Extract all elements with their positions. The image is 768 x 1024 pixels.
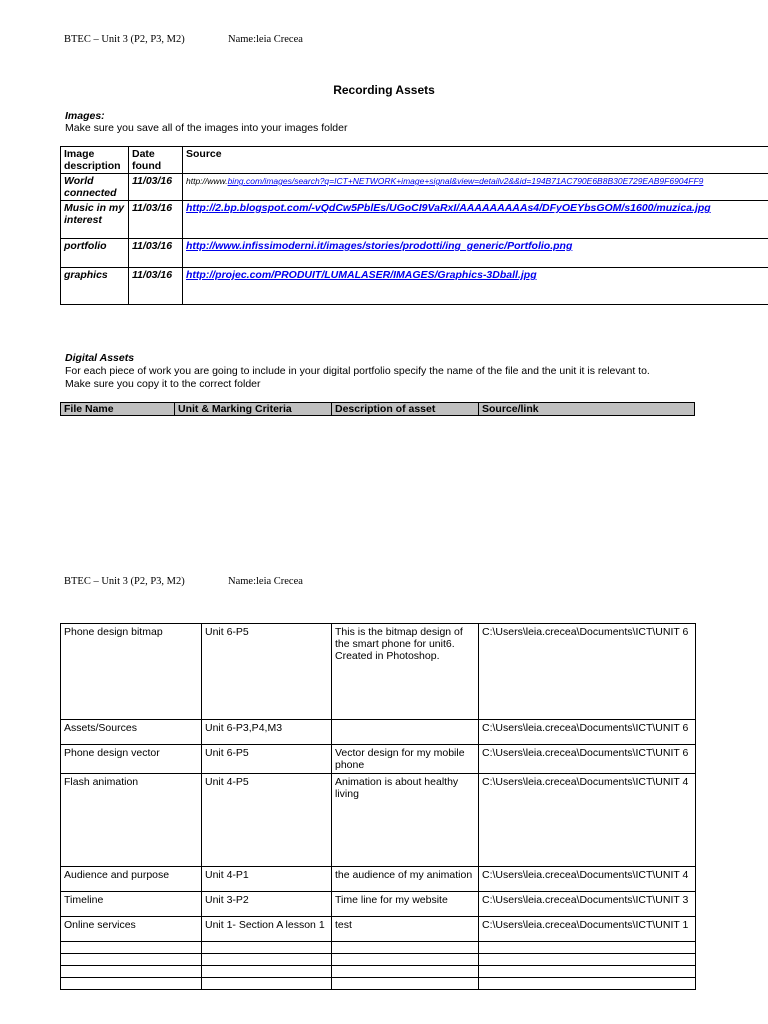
source-link[interactable]: http://2.bp.blogspot.com/-vQdCw5PblEs/UGoCI9VaRxI/AAAAAAAAAs4/DFyOEYbsGOM/s1600/muzica.jpg [186, 202, 711, 214]
image-description: World connected [61, 174, 129, 201]
file-name: Timeline [61, 892, 202, 917]
table-row [61, 892, 696, 917]
source-cell [183, 201, 768, 239]
table-row [61, 720, 696, 745]
asset-description [332, 720, 479, 745]
table-row [61, 239, 768, 268]
page2-header [64, 576, 464, 587]
table-row [61, 774, 696, 867]
source-cell [183, 268, 768, 305]
digital-instruction-1: For each piece of work you are going to include in your digital portfolio specify the name of the file and the unit it is relevant to. [65, 365, 650, 377]
table-row [61, 917, 696, 942]
course-label: BTEC – Unit 3 (P2, P3, M2) [64, 576, 185, 587]
table-row [61, 624, 696, 720]
image-description: portfolio [61, 239, 129, 268]
image-description: graphics [61, 268, 129, 305]
file-name: Online services [61, 917, 202, 942]
table-row [61, 174, 768, 201]
source-path: C:\Users\leia.crecea\Documents\ICT\UNIT 4 [479, 774, 696, 867]
images-table [60, 146, 768, 305]
date-found: 11/03/16 [129, 174, 183, 201]
file-name: Phone design vector [61, 745, 202, 774]
col-description: Description of asset [332, 403, 479, 416]
asset-description: Vector design for my mobile phone [332, 745, 479, 774]
table-row [61, 268, 768, 305]
col-date-found: Date found [129, 147, 183, 174]
images-heading: Images: [65, 110, 105, 122]
date-found: 11/03/16 [129, 268, 183, 305]
course-label: BTEC – Unit 3 (P2, P3, M2) [64, 34, 185, 45]
source-path: C:\Users\leia.crecea\Documents\ICT\UNIT 6 [479, 745, 696, 774]
assets-header-table [60, 402, 695, 416]
unit-criteria: Unit 1- Section A lesson 1 [202, 917, 332, 942]
image-description: Music in my interest [61, 201, 129, 239]
source-path: C:\Users\leia.crecea\Documents\ICT\UNIT 3 [479, 892, 696, 917]
source-path: C:\Users\leia.crecea\Documents\ICT\UNIT 6 [479, 624, 696, 720]
student-name: Name:leia Crecea [228, 576, 303, 587]
asset-description: This is the bitmap design of the smart phone for unit6. Created in Photoshop. [332, 624, 479, 720]
source-link[interactable]: http://projec.com/PRODUIT/LUMALASER/IMAGES/Graphics-3Dball.jpg [186, 269, 537, 281]
file-name: Assets/Sources [61, 720, 202, 745]
digital-assets-heading: Digital Assets [65, 352, 135, 364]
table-row [61, 201, 768, 239]
file-name: Audience and purpose [61, 867, 202, 892]
page-title: Recording Assets [333, 83, 435, 97]
empty-row [61, 954, 696, 966]
unit-criteria: Unit 6-P3,P4,M3 [202, 720, 332, 745]
date-found: 11/03/16 [129, 201, 183, 239]
col-source-link: Source/link [479, 403, 695, 416]
source-cell [183, 239, 768, 268]
page1-header [64, 34, 464, 45]
unit-criteria: Unit 6-P5 [202, 745, 332, 774]
asset-description: the audience of my animation [332, 867, 479, 892]
unit-criteria: Unit 6-P5 [202, 624, 332, 720]
col-source: Source [183, 147, 768, 174]
source-link[interactable]: bing.com/images/search?q=ICT+NETWORK+image+signal&view=detailv2&&id=194B71AC790E6B8B30E729EAB9F6904FF9 [227, 176, 704, 186]
unit-criteria: Unit 3-P2 [202, 892, 332, 917]
unit-criteria: Unit 4-P5 [202, 774, 332, 867]
col-file-name: File Name [61, 403, 175, 416]
empty-row [61, 966, 696, 978]
table-row [61, 867, 696, 892]
source-path: C:\Users\leia.crecea\Documents\ICT\UNIT 4 [479, 867, 696, 892]
images-table-header [61, 147, 768, 174]
images-instruction: Make sure you save all of the images into your images folder [65, 122, 348, 134]
digital-instruction-2: Make sure you copy it to the correct folder [65, 378, 261, 390]
file-name: Flash animation [61, 774, 202, 867]
asset-description: Time line for my website [332, 892, 479, 917]
source-cell [183, 174, 768, 201]
unit-criteria: Unit 4-P1 [202, 867, 332, 892]
empty-row [61, 978, 696, 990]
col-image-description: Image description [61, 147, 129, 174]
asset-description: test [332, 917, 479, 942]
source-path: C:\Users\leia.crecea\Documents\ICT\UNIT 1 [479, 917, 696, 942]
table-row [61, 745, 696, 774]
source-path: C:\Users\leia.crecea\Documents\ICT\UNIT 6 [479, 720, 696, 745]
source-link[interactable]: http://www.infissimoderni.it/images/stories/prodotti/ing_generic/Portfolio.png [186, 240, 573, 252]
date-found: 11/03/16 [129, 239, 183, 268]
col-unit-criteria: Unit & Marking Criteria [175, 403, 332, 416]
student-name: Name:leia Crecea [228, 34, 303, 45]
asset-description: Animation is about healthy living [332, 774, 479, 867]
source-prefix: http://www. [186, 176, 228, 186]
empty-row [61, 942, 696, 954]
assets-table [60, 623, 696, 990]
file-name: Phone design bitmap [61, 624, 202, 720]
